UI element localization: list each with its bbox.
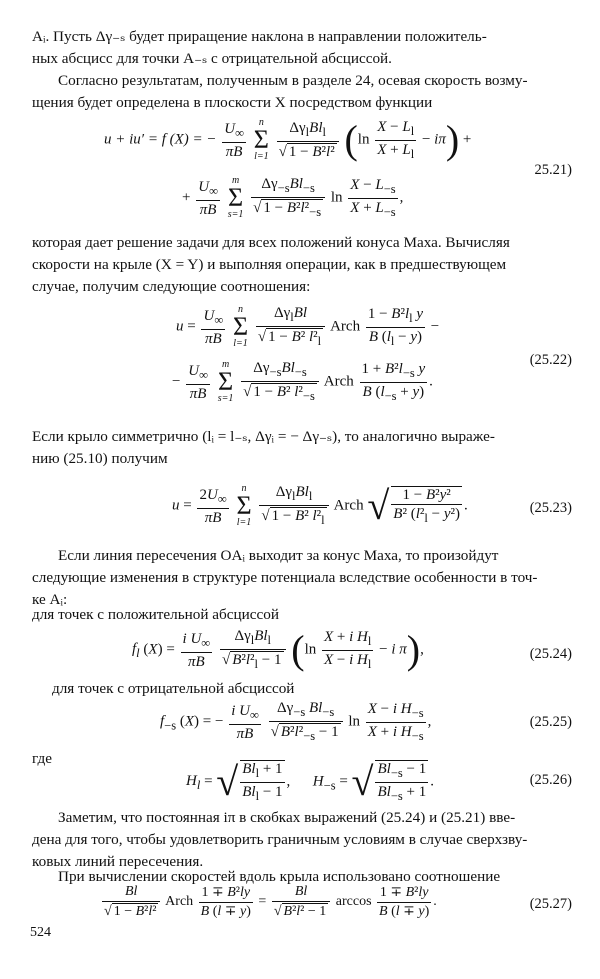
paragraph-intersection — [32, 545, 572, 611]
paragraph-symmetric — [32, 426, 572, 470]
equation-number: (25.27) — [529, 896, 572, 912]
text-line: случае, получим следующие соотношения: — [32, 278, 311, 295]
paragraph-intro — [32, 26, 572, 70]
text-line: где — [32, 750, 52, 767]
text-line: ковых линий пересечения. — [32, 853, 204, 870]
label-negative-abscissa — [52, 678, 572, 700]
equation-25-26: $H_l$ = √ $\frac{Bl_l + 1}{Bl_l - 1}$ , $H_{-s}$ = √ $\frac{Bl_{-s} - 1}{Bl_{-s} + 1}$ . — [186, 759, 434, 804]
eq-lhs: u + iu′ = f (X) = − — [104, 131, 217, 148]
text-line: Заметим, что постоянная iπ в скобках выражений (25.24) и (25.21) вве- — [58, 809, 516, 826]
text-line: скорости на крыле (X = Y) и выполняя операции, как в предшествующем — [32, 256, 507, 273]
equation-25-27: $\frac{Bl}{\text{√ 1 − B²l²}}$ Arch $\frac{\text{1 ∓ B²ly}}{B (l \mp y)}$ = $\frac{Bl}{\text{√ B²l² − 1}}$ arccos $\frac{\text{1 ∓ B²ly}}{B (l \mp y)}$ . — [104, 884, 437, 919]
text-line: нию (25.10) получим — [32, 450, 168, 467]
equation-25-22-line2: − $\frac{U_\infty}{\pi B}$ m Σ s=1 $\frac{\Delta\gamma_{-s}Bl_{-s}}{√ 1 - B^2 l^2_{-s}}$ Arch $\frac{1 + B^2l_{-s} y}{B (l_{-s} + y)}$ . — [172, 359, 433, 404]
equation-25-21-line1: u + iu′ = f (X) = − $\frac{U_\infty}{\pi B}$ n Σ l=1 $\frac{\Delta\gamma_lBl_l}{\text{√ 1 − B²l²}}$ (ln $\frac{X - L_l}{X + L_l}$ − iπ) + — [104, 117, 472, 162]
equation-number: (25.24) — [529, 646, 572, 662]
equation-25-22-line1: u = $\frac{U_\infty}{\pi B}$ n Σ l=1 $\frac{\Delta\gamma_lBl}{√ 1 - B^2 l^2_l}$ Arch $\frac{1 - B^2l_l y}{B (l_l - y)}$ − — [176, 304, 440, 349]
equation-25-25: $f_{-s}$ (X) = − $\frac{i U_\infty}{\pi B}$ $\frac{\Delta\gamma_{-s} Bl_{-s}}{√ B^2l^2_{-s} - 1}$ ln $\frac{X - i H_{-s}}{X + i H_{-s}}$ , — [160, 700, 432, 743]
text-line: Если крыло симметрично (lᵢ = l₋ₛ, Δγᵢ = − Δγ₋ₛ), то аналогично выраже- — [32, 428, 495, 445]
text-line: которая дает решение задачи для всех положений конуса Маха. Вычисляя — [32, 234, 510, 251]
equation-number: (25.26) — [529, 772, 572, 788]
equation-number: (25.23) — [529, 500, 572, 516]
text-line: ных абсцисс для точки A₋ₛ с отрицательной абсциссой. — [32, 50, 392, 67]
equation-25-24: $f_l$ (X) = $\frac{i U_\infty}{\pi B}$ $\frac{\Delta\gamma_lBl_l}{√ B^2l^2_l - 1}$ (ln $\frac{X + i H_l}{X - i H_l}$ − i π), — [132, 627, 424, 672]
text-line: дена для того, чтобы удовлетворить граничным условиям в случае сверхзву- — [32, 831, 528, 848]
paragraph-constant-note — [32, 807, 572, 873]
text-line: Если линия пересечения OAᵢ выходит за конус Маха, то произойдут — [58, 547, 499, 564]
text-line: ке Aᵢ: — [32, 591, 68, 608]
text-line: При вычислении скоростей вдоль крыла использовано соотношение — [58, 868, 501, 885]
text-line: Согласно результатам, полученным в разделе 24, осевая скорость возму- — [58, 72, 528, 89]
equation-number: (25.25) — [529, 714, 572, 730]
paragraph-mach-cone — [32, 232, 572, 298]
equation-25-23: u = $\frac{2U_\infty}{\pi B}$ n Σ l=1 $\frac{\Delta\gamma_lBl_l}{√ 1 - B^2 l^2_l}$ Arch √ $\frac{\text{1 − B²y²}}{B^2 (l^2_l - y^2)}$ . — [172, 483, 468, 528]
equation-number: (25.22) — [529, 352, 572, 368]
equation-number: 25.21) — [534, 162, 572, 178]
text-line: для точек с положительной абсциссой — [32, 606, 279, 623]
text-line: следующие изменения в структуре потенциала вследствие особенности в точ- — [32, 569, 538, 586]
paragraph-results — [32, 70, 572, 114]
label-positive-abscissa — [32, 604, 572, 626]
equation-25-21-line2: + $\frac{U_\infty}{\pi B}$ m Σ s=1 $\frac{\Delta\gamma_{-s}Bl_{-s}}{√ 1 - B^2l^2_{-s}}$ ln $\frac{X - L_{-s}}{X + L_{-s}}$ , — [182, 175, 404, 220]
page-number: 524 — [30, 925, 51, 940]
text-line: для точек с отрицательной абсциссой — [52, 680, 295, 697]
text-line: Aᵢ. Пусть Δγ₋ₛ будет приращение наклона в направлении положитель- — [32, 28, 487, 45]
text-line: щения будет определена в плоскости X посредством функции — [32, 94, 433, 111]
